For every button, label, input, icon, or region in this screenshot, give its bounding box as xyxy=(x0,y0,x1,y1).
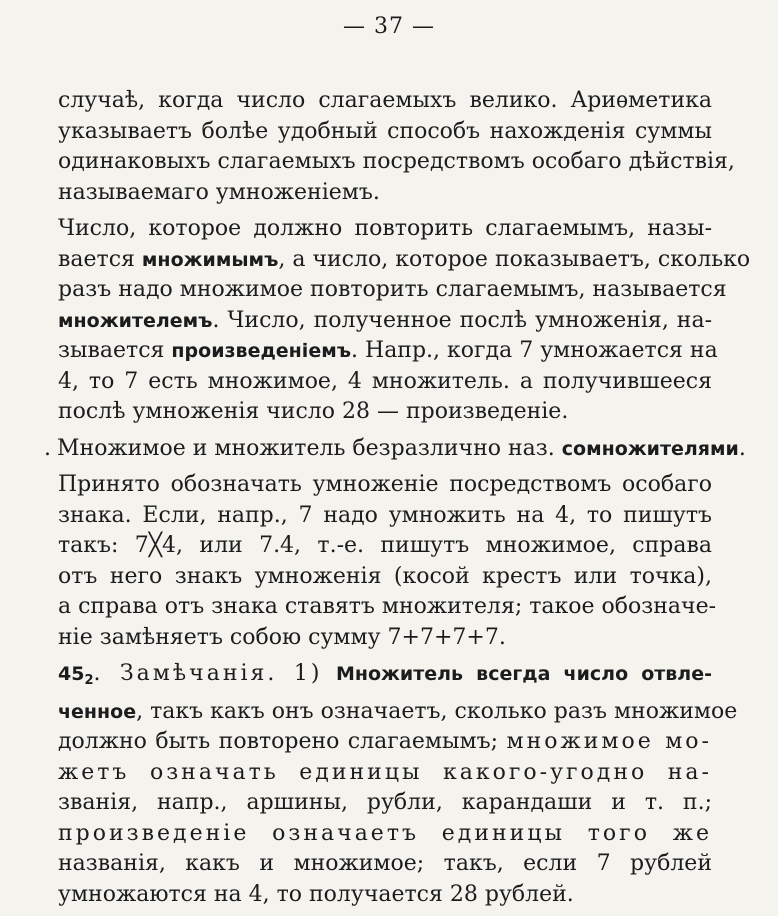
text-line: жетъ означать единицы какого-угодно на- xyxy=(58,759,712,785)
text-run: зывается xyxy=(58,338,165,363)
text-line: а справа отъ знака ставятъ множителя; такое обозначе- xyxy=(58,594,717,619)
text-line: указываетъ болѣе удобный способъ нахожденія суммы xyxy=(58,118,712,144)
text-run: Множимое и множитель безразлично наз. xyxy=(57,435,555,461)
text-run: . Число, полученное послѣ умноженія, на- xyxy=(212,307,712,333)
text-line: отъ него знакъ умноженія (косой крестъ или точка), xyxy=(58,563,712,589)
text-line: такъ: 7╳4, или 7.4, т.-е. пишутъ множимое, справа xyxy=(58,533,712,558)
page-body xyxy=(44,86,751,916)
text-line: названія, какъ и множимое; такъ, если 7 рублей xyxy=(58,851,712,876)
term-multiplicand: множимымъ xyxy=(141,248,279,271)
text-run: вается xyxy=(58,246,135,272)
text-line: 4, то 7 есть множимое, 4 множитель. а получившееся xyxy=(58,368,712,394)
text-line xyxy=(58,697,738,728)
text-line xyxy=(44,434,746,465)
term-product: произведеніемъ xyxy=(171,340,352,362)
text-line: Принято обозначать умноженіе посредствомъ особаго xyxy=(58,472,712,497)
paragraph-2 xyxy=(58,214,751,428)
paragraph-1 xyxy=(58,86,735,208)
text-line: случаѣ, когда число слагаемыхъ велико. Ариѳметика xyxy=(58,88,712,113)
term-multiplier: множителемъ xyxy=(58,309,213,332)
text-run: . xyxy=(738,435,746,461)
text-line: званія, напр., аршины, рубли, карандаши и т. п.; xyxy=(58,790,712,815)
section-label: . Замѣчанія. 1) xyxy=(93,661,323,686)
text-run: должно быть повторено слагаемымъ; xyxy=(58,729,499,754)
paragraph-3 xyxy=(44,434,746,465)
remark-bold-text: ченное xyxy=(58,700,137,723)
remark-bold-text: Множитель всегда число отвле- xyxy=(335,663,712,685)
text-line xyxy=(58,306,712,337)
term-factors: сомножителями xyxy=(561,437,739,460)
text-line: одинаковыхъ слагаемыхъ посредствомъ особаго дѣйствія, xyxy=(58,149,735,174)
text-line: произведеніе означаетъ единицы того же xyxy=(58,820,712,846)
text-line: называемаго умноженіемъ. xyxy=(58,179,380,205)
paragraph-4 xyxy=(58,470,717,653)
text-line xyxy=(58,336,718,367)
text-line: послѣ умноженія число 28 — произведеніе. xyxy=(58,399,569,424)
spaced-text: множимое мо- xyxy=(506,729,712,754)
text-line: знака. Если, напр., 7 надо умножить на 4, то пишутъ xyxy=(58,502,712,528)
stray-dot-mark: . xyxy=(44,435,51,461)
text-line: ніе замѣняетъ собою сумму 7+7+7+7. xyxy=(58,624,506,650)
text-line xyxy=(58,245,751,276)
text-run: , а число, которое показываетъ, сколько xyxy=(278,246,751,272)
text-line: умножаются на 4, то получается 28 рублей. xyxy=(58,881,574,907)
text-line xyxy=(58,659,712,697)
text-run: . Напр., когда 7 умножается на xyxy=(351,338,718,363)
section-number: 45 xyxy=(58,663,85,685)
text-run: , такъ какъ онъ означаетъ, сколько разъ множимое xyxy=(136,698,738,724)
section-number-subscript: 2 xyxy=(84,673,94,688)
section-45 xyxy=(58,659,738,910)
text-line: Число, которое должно повторить слагаемымъ, назы- xyxy=(58,216,712,241)
text-line: разъ надо множимое повторить слагаемымъ, называется xyxy=(58,277,727,302)
page-number: — 37 — xyxy=(343,14,435,39)
text-line xyxy=(58,727,712,758)
